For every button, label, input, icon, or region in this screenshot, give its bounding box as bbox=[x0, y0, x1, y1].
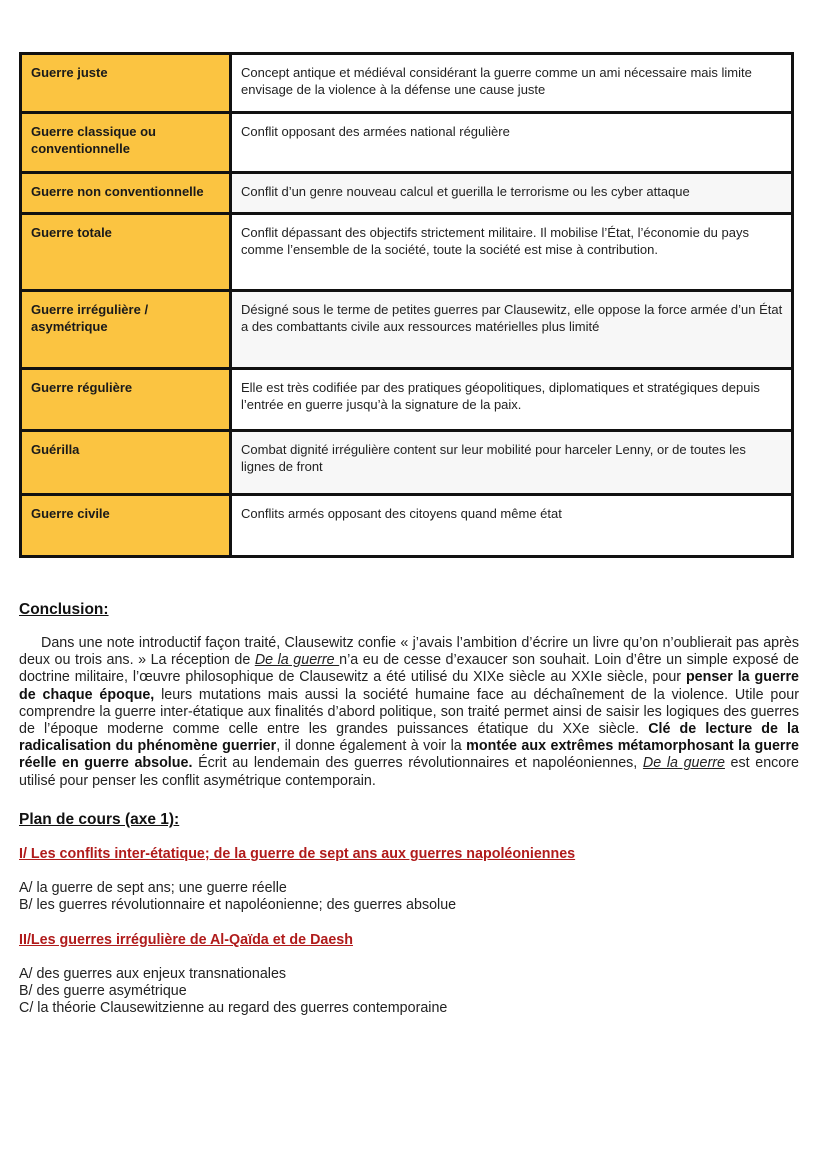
table-row bbox=[22, 55, 791, 111]
glossary-table bbox=[19, 52, 794, 558]
term-cell: Guerre irrégulière / asymétrique bbox=[22, 289, 232, 367]
axis-2-title: II/Les guerres irrégulière de Al-Qaïda et de Daesh bbox=[19, 932, 353, 948]
conclusion-heading: Conclusion: bbox=[19, 601, 109, 618]
conclusion-emphasis: montée aux extrêmes métamorphosant la guerre réelle en guerre absolue. bbox=[19, 738, 799, 772]
definition-cell: Elle est très codifiée par des pratiques géopolitiques, diplomatiques et stratégiques depuis l’entrée en guerre jusqu’à la signature de la paix. bbox=[232, 367, 791, 429]
term-cell: Guerre juste bbox=[22, 55, 232, 111]
term-cell: Guerre totale bbox=[22, 212, 232, 289]
conclusion-emphasis: penser la guerre de chaque époque, bbox=[19, 669, 799, 703]
definition-cell: Conflit d’un genre nouveau calcul et guerilla le terrorisme ou les cyber attaque bbox=[232, 171, 791, 212]
plan-item: A/ des guerres aux enjeux transnationales bbox=[19, 966, 287, 982]
table-row bbox=[22, 429, 791, 493]
definition-cell: Désigné sous le terme de petites guerres par Clausewitz, elle oppose la force armée d’un État a des combattants civile aux ressources matérielles plus limité bbox=[232, 289, 791, 367]
definition-cell: Conflit opposant des armées national régulière bbox=[232, 111, 791, 171]
table-row bbox=[22, 111, 791, 171]
conclusion-text: n’a eu de cesse d’exaucer son souhait. Loin d’être un simple exposé de doctrine militaire, l’œuvre philosophique de Clausewitz a été utilisé du XIXe siècle au XXIe siècle, pour bbox=[19, 652, 799, 686]
table-row bbox=[22, 367, 791, 429]
term-cell: Guerre classique ou conventionnelle bbox=[22, 111, 232, 171]
term-cell: Guérilla bbox=[22, 429, 232, 493]
term-cell: Guerre civile bbox=[22, 493, 232, 555]
conclusion-text: leurs mutations mais aussi la société humaine face au déchaînement de la violence. Utile pour comprendre la guerre inter-étatique aux finalités d’abord politique, son traité permet ainsi de saisir les logiques des guerres de l’époque moderne comme celle entre les grandes puissances étatique du XXe siècle. bbox=[19, 686, 799, 738]
plan-item: A/ la guerre de sept ans; une guerre réelle bbox=[19, 880, 287, 896]
axis-1-title: I/ Les conflits inter-étatique; de la guerre de sept ans aux guerres napoléoniennes bbox=[19, 846, 576, 862]
plan-item: B/ des guerre asymétrique bbox=[19, 983, 187, 999]
plan-heading: Plan de cours (axe 1): bbox=[19, 811, 180, 828]
table-row bbox=[22, 171, 791, 212]
definition-cell: Conflit dépassant des objectifs strictement militaire. Il mobilise l’État, l’économie du pays comme l’ensemble de la société, toute la société est mise à contribution. bbox=[232, 212, 791, 289]
plan-item: B/ les guerres révolutionnaire et napoléonienne; des guerres absolue bbox=[19, 897, 457, 913]
conclusion-emphasis: Clé de lecture de la radicalisation du phénomène guerrier bbox=[19, 721, 799, 755]
table-row bbox=[22, 212, 791, 289]
definition-cell: Conflits armés opposant des citoyens quand même état bbox=[232, 493, 791, 555]
term-cell: Guerre non conventionnelle bbox=[22, 171, 232, 212]
conclusion-paragraph bbox=[19, 635, 799, 790]
term-cell: Guerre régulière bbox=[22, 367, 232, 429]
conclusion-text: est encore utilisé pour penser les conflit asymétrique contemporain. bbox=[19, 755, 799, 789]
plan-item: C/ la théorie Clausewitzienne au regard des guerres contemporaine bbox=[19, 1000, 448, 1016]
conclusion-text: Écrit au lendemain des guerres révolutionnaires et napoléoniennes, bbox=[192, 755, 643, 772]
definition-cell: Combat dignité irrégulière content sur leur mobilité pour harceler Lenny, or de toutes les lignes de front bbox=[232, 429, 791, 493]
conclusion-text: Dans une note introductif façon traité, Clausewitz confie « j’avais l’ambition d’écrire un livre qu’on n’oublierait pas après deux ou trois ans. » La réception de bbox=[19, 635, 799, 669]
book-title: De la guerre bbox=[254, 652, 340, 669]
conclusion-text: , il donne également à voir la bbox=[276, 738, 467, 755]
definition-cell: Concept antique et médiéval considérant la guerre comme un ami nécessaire mais limite envisage de la violence à la défense une cause juste bbox=[232, 55, 791, 111]
table-row bbox=[22, 289, 791, 367]
table-row bbox=[22, 493, 791, 555]
book-title: De la guerre bbox=[642, 755, 725, 772]
